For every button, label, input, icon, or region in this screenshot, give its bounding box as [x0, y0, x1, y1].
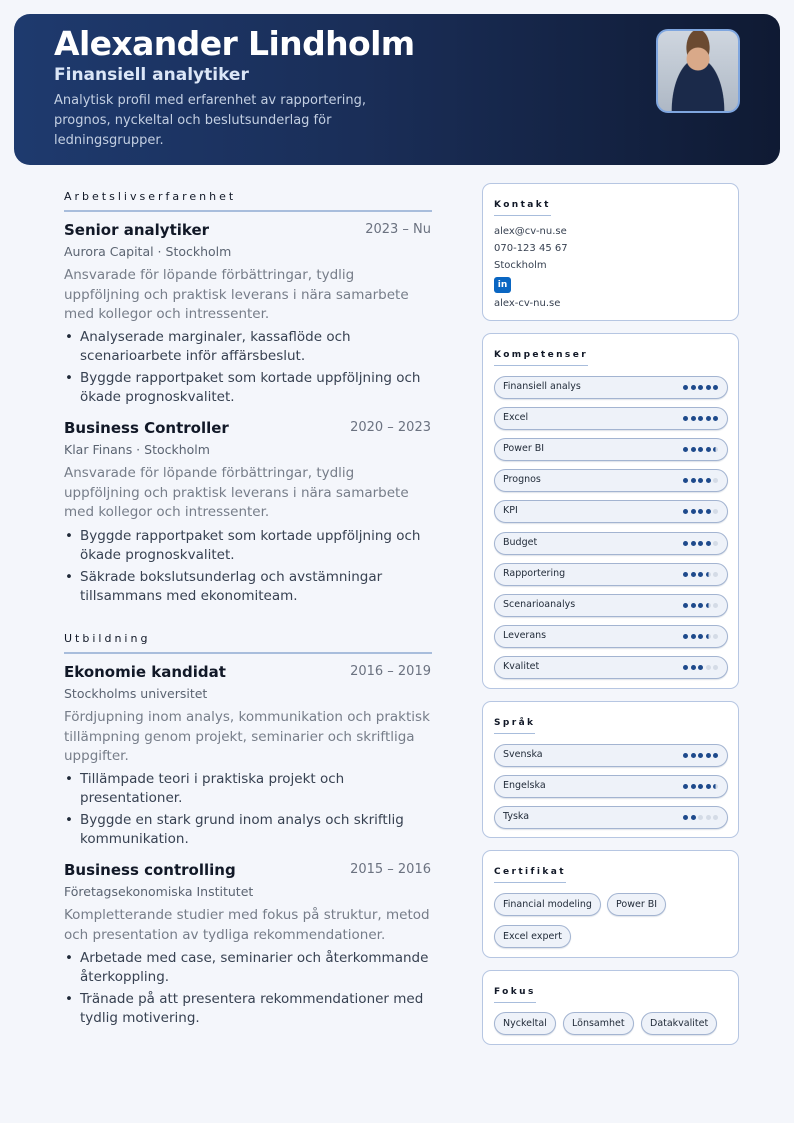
- focus-heading: Fokus: [494, 987, 536, 1003]
- rating-dots: [683, 784, 718, 790]
- skill-label: Rapportering: [503, 567, 566, 579]
- rating-dot: [713, 447, 718, 452]
- rating-dot: [698, 784, 703, 789]
- language-label: Svenska: [503, 749, 543, 760]
- education-2-org: Företagsekonomiska Institutet: [64, 884, 254, 899]
- experience-1-org: Aurora Capital · Stockholm: [64, 244, 232, 259]
- rating-dot: [683, 509, 688, 514]
- rating-dots: [683, 416, 718, 422]
- rating-dot: [706, 385, 711, 390]
- rating-dot: [706, 541, 711, 546]
- rating-dot: [691, 815, 696, 820]
- rating-dot: [713, 509, 718, 514]
- rating-dot: [713, 665, 718, 670]
- rating-dot: [706, 753, 711, 758]
- email-link[interactable]: alex@cv-nu.se: [494, 226, 567, 237]
- skill-item: [494, 594, 728, 617]
- language-label: Tyska: [503, 811, 530, 822]
- language-item: [494, 806, 728, 829]
- education-1-title: Ekonomie kandidat: [64, 663, 226, 681]
- list-item: • Byggde en stark grund inom analys och skriftlig kommunikation.: [64, 811, 432, 848]
- list-item: • Tillämpade teori i praktiska projekt och presentationer.: [64, 770, 432, 807]
- skill-item: [494, 376, 728, 399]
- list-item: • Arbetade med case, seminarier och återkommande återkoppling.: [64, 949, 432, 986]
- rating-dot: [683, 478, 688, 483]
- rating-dot: [698, 478, 703, 483]
- rating-dots: [683, 603, 718, 609]
- education-heading: Utbildning: [64, 632, 432, 654]
- rating-dot: [698, 385, 703, 390]
- skill-item: [494, 656, 728, 679]
- rating-dot: [691, 447, 696, 452]
- focus-tag: Datakvalitet: [641, 1012, 717, 1035]
- focus-card: [482, 970, 739, 1045]
- skill-label: Finansiell analys: [503, 381, 581, 392]
- focus-tag: Lönsamhet: [563, 1012, 634, 1035]
- experience-2-org: Klar Finans · Stockholm: [64, 442, 210, 457]
- certificates-card: [482, 850, 739, 958]
- list-item: • Byggde rapportpaket som kortade uppföljning och ökade prognoskvalitet.: [64, 527, 432, 564]
- skill-item: [494, 469, 728, 492]
- phone-number: 070-123 45 67: [494, 243, 568, 254]
- skill-label: KPI: [503, 505, 518, 517]
- certificate-tag: Excel expert: [494, 925, 571, 948]
- rating-dot: [691, 634, 696, 639]
- rating-dots: [683, 509, 718, 515]
- skill-item: [494, 625, 728, 648]
- rating-dot: [683, 385, 688, 390]
- skill-item: [494, 500, 728, 523]
- experience-1-title: Senior analytiker: [64, 221, 210, 239]
- rating-dots: [683, 478, 718, 484]
- language-item: [494, 744, 728, 767]
- rating-dot: [691, 509, 696, 514]
- rating-dot: [683, 753, 688, 758]
- education-1-bullets: [64, 770, 432, 852]
- contact-heading: Kontakt: [494, 200, 551, 216]
- location: Stockholm: [494, 260, 547, 271]
- rating-dot: [706, 815, 711, 820]
- linkedin-icon[interactable]: in: [494, 277, 511, 293]
- header-banner: [14, 14, 780, 165]
- rating-dot: [683, 815, 688, 820]
- rating-dots: [683, 665, 718, 671]
- rating-dot: [706, 447, 711, 452]
- candidate-name: Alexander Lindholm: [54, 24, 415, 63]
- rating-dot: [706, 478, 711, 483]
- education-2-bullets: [64, 949, 432, 1031]
- rating-dot: [706, 784, 711, 789]
- rating-dot: [691, 478, 696, 483]
- skill-item: [494, 532, 728, 555]
- skill-item: [494, 563, 728, 586]
- rating-dot: [698, 753, 703, 758]
- focus-tag: Nyckeltal: [494, 1012, 556, 1035]
- experience-1-dates: 2023 – Nu: [365, 222, 431, 237]
- list-item: • Analyserade marginaler, kassaflöde och scenarioarbete inför affärsbeslut.: [64, 328, 432, 365]
- languages-heading: Språk: [494, 718, 535, 734]
- skills-heading: Kompetenser: [494, 350, 588, 366]
- rating-dot: [683, 447, 688, 452]
- language-item: [494, 775, 728, 798]
- experience-2-description: Ansvarade för löpande förbättringar, tydlig uppföljning och praktisk leverans i nära samarbete med kollegor och intressenter.: [64, 465, 409, 520]
- rating-dot: [713, 603, 718, 608]
- list-item: • Byggde rapportpaket som kortade uppföljning och ökade prognoskvalitet.: [64, 369, 432, 406]
- rating-dots: [683, 572, 718, 578]
- rating-dot: [698, 665, 703, 670]
- rating-dot: [691, 385, 696, 390]
- profile-photo: [656, 29, 740, 113]
- rating-dot: [713, 416, 718, 421]
- rating-dot: [713, 784, 718, 789]
- rating-dot: [698, 572, 703, 577]
- rating-dot: [691, 784, 696, 789]
- rating-dot: [698, 416, 703, 421]
- rating-dot: [698, 815, 703, 820]
- rating-dot: [683, 416, 688, 421]
- experience-1-description: Ansvarade för löpande förbättringar, tydlig uppföljning och praktisk leverans i nära samarbete med kollegor och intressenter.: [64, 267, 409, 322]
- rating-dot: [713, 753, 718, 758]
- languages-card: [482, 701, 739, 838]
- rating-dot: [691, 753, 696, 758]
- rating-dot: [706, 603, 711, 608]
- rating-dots: [683, 634, 718, 640]
- rating-dot: [683, 572, 688, 577]
- skill-label: Prognos: [503, 474, 541, 486]
- list-item: • Säkrade bokslutsunderlag och avstämningar tillsammans med ekonomiteam.: [64, 568, 432, 605]
- rating-dots: [683, 447, 718, 453]
- skill-label: Leverans: [503, 629, 547, 641]
- rating-dot: [683, 665, 688, 670]
- skill-label: Excel: [503, 412, 529, 424]
- certificates-heading: Certifikat: [494, 867, 566, 883]
- experience-2-bullets: [64, 527, 432, 609]
- language-label: Engelska: [503, 780, 546, 791]
- skill-label: Kvalitet: [503, 660, 540, 672]
- education-2-title: Business controlling: [64, 861, 236, 879]
- certificate-tag: Financial modeling: [494, 893, 601, 916]
- rating-dot: [698, 541, 703, 546]
- rating-dot: [691, 665, 696, 670]
- rating-dot: [683, 784, 688, 789]
- rating-dot: [706, 416, 711, 421]
- rating-dot: [713, 478, 718, 483]
- list-item: • Tränade på att presentera rekommendationer med tydlig motivering.: [64, 990, 432, 1027]
- education-2-dates: 2015 – 2016: [350, 862, 431, 877]
- rating-dot: [698, 509, 703, 514]
- linkedin-link[interactable]: alex-cv-nu.se: [494, 298, 561, 309]
- education-1-description: Fördjupning inom analys, kommunikation och praktisk tillämpning genom projekt, seminarier och skriftliga uppgifter.: [64, 709, 430, 764]
- education-1-org: Stockholms universitet: [64, 686, 208, 701]
- rating-dot: [691, 541, 696, 546]
- experience-2-dates: 2020 – 2023: [350, 420, 431, 435]
- skill-item: [494, 407, 728, 430]
- rating-dot: [683, 603, 688, 608]
- education-2-description: Kompletterande studier med fokus på struktur, metod och presentation av tydliga rekommendationer.: [64, 907, 430, 943]
- skills-card: [482, 333, 739, 689]
- rating-dot: [698, 447, 703, 452]
- contact-card: [482, 183, 739, 321]
- rating-dot: [713, 815, 718, 820]
- rating-dots: [683, 753, 718, 759]
- education-1-dates: 2016 – 2019: [350, 664, 431, 679]
- rating-dot: [713, 541, 718, 546]
- rating-dot: [706, 572, 711, 577]
- skill-label: Scenarioanalys: [503, 598, 576, 610]
- rating-dot: [713, 634, 718, 639]
- profile-summary: Analytisk profil med erfarenhet av rapportering, prognos, nyckeltal och beslutsunderlag för ledningsgrupper.: [54, 93, 367, 148]
- rating-dot: [683, 634, 688, 639]
- rating-dot: [691, 416, 696, 421]
- experience-heading: Arbetslivserfarenhet: [64, 190, 432, 212]
- skill-item: [494, 438, 728, 461]
- rating-dot: [706, 634, 711, 639]
- rating-dot: [698, 603, 703, 608]
- rating-dots: [683, 815, 718, 821]
- rating-dots: [683, 541, 718, 547]
- rating-dot: [683, 541, 688, 546]
- rating-dots: [683, 385, 718, 391]
- skill-label: Budget: [503, 536, 538, 548]
- experience-2-title: Business Controller: [64, 419, 229, 437]
- rating-dot: [713, 572, 718, 577]
- rating-dot: [691, 603, 696, 608]
- skill-label: Power BI: [503, 443, 545, 455]
- rating-dot: [706, 509, 711, 514]
- rating-dot: [698, 634, 703, 639]
- rating-dot: [706, 665, 711, 670]
- experience-1-bullets: [64, 328, 432, 410]
- job-title: Finansiell analytiker: [54, 65, 249, 85]
- rating-dot: [713, 385, 718, 390]
- rating-dot: [691, 572, 696, 577]
- certificate-tag: Power BI: [607, 893, 666, 916]
